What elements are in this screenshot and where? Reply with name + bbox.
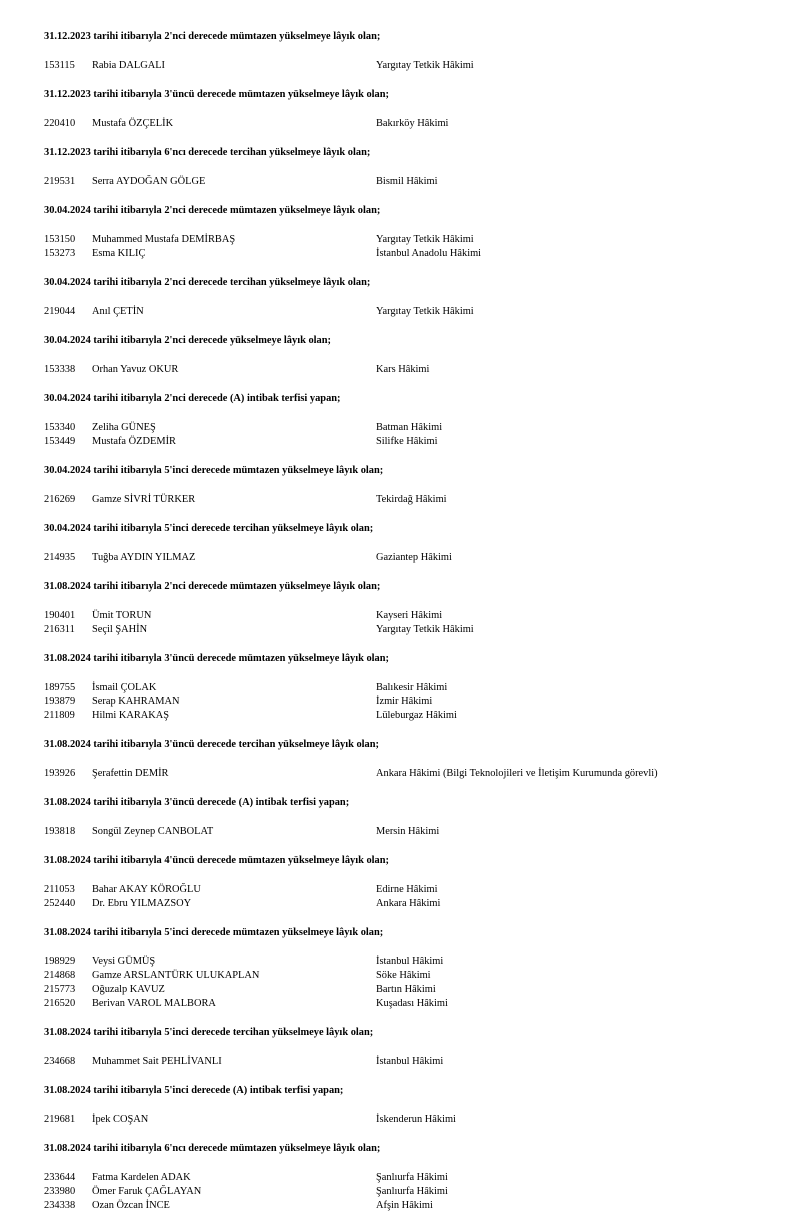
judge-entry-row bbox=[0, 493, 798, 507]
judge-name: Şerafettin DEMİR bbox=[92, 768, 169, 779]
promotion-section bbox=[0, 276, 798, 334]
judge-entry-row bbox=[0, 883, 798, 897]
promotion-section bbox=[0, 652, 798, 738]
judge-entry-row bbox=[0, 1185, 798, 1199]
sicil-number: 219044 bbox=[44, 306, 76, 317]
judge-name: Muhammet Sait PEHLİVANLI bbox=[92, 1056, 222, 1067]
judge-entry-row bbox=[0, 435, 798, 449]
promotion-section bbox=[0, 580, 798, 652]
judge-position: Kuşadası Hâkimi bbox=[376, 998, 448, 1009]
sicil-number: 234668 bbox=[44, 1056, 76, 1067]
section-heading: 31.08.2024 tarihi itibarıyla 5'inci derecede (A) intibak terfisi yapan; bbox=[44, 1085, 344, 1096]
judge-position: Bismil Hâkimi bbox=[376, 176, 438, 187]
judge-name: Ömer Faruk ÇAĞLAYAN bbox=[92, 1186, 202, 1197]
sicil-number: 233980 bbox=[44, 1186, 76, 1197]
sicil-number: 153338 bbox=[44, 364, 76, 375]
promotion-section bbox=[0, 738, 798, 796]
judge-position: İzmir Hâkimi bbox=[376, 696, 433, 707]
judge-entry-row bbox=[0, 1199, 798, 1213]
judge-name: Oğuzalp KAVUZ bbox=[92, 984, 165, 995]
judge-entry-row bbox=[0, 363, 798, 377]
judge-entry-row bbox=[0, 825, 798, 839]
sicil-number: 216311 bbox=[44, 624, 75, 635]
section-heading: 30.04.2024 tarihi itibarıyla 5'inci derecede mümtazen yükselmeye lâyık olan; bbox=[44, 465, 384, 476]
judge-position: Yargıtay Tetkik Hâkimi bbox=[376, 234, 474, 245]
promotion-section bbox=[0, 204, 798, 276]
section-heading: 31.08.2024 tarihi itibarıyla 3'üncü derecede tercihan yükselmeye lâyık olan; bbox=[44, 739, 379, 750]
section-heading: 30.04.2024 tarihi itibarıyla 5'inci derecede tercihan yükselmeye lâyık olan; bbox=[44, 523, 374, 534]
sicil-number: 193926 bbox=[44, 768, 76, 779]
judge-position: Yargıtay Tetkik Hâkimi bbox=[376, 306, 474, 317]
promotion-section bbox=[0, 392, 798, 464]
sicil-number: 153273 bbox=[44, 248, 76, 259]
sicil-number: 153150 bbox=[44, 234, 76, 245]
sicil-number: 234338 bbox=[44, 1200, 76, 1211]
section-heading: 31.08.2024 tarihi itibarıyla 3'üncü derecede mümtazen yükselmeye lâyık olan; bbox=[44, 653, 389, 664]
judge-entry-row bbox=[0, 421, 798, 435]
promotion-section bbox=[0, 854, 798, 926]
promotion-section bbox=[0, 334, 798, 392]
sicil-number: 219681 bbox=[44, 1114, 76, 1125]
section-heading: 31.12.2023 tarihi itibarıyla 3'üncü derecede mümtazen yükselmeye lâyık olan; bbox=[44, 89, 389, 100]
judge-position: Mersin Hâkimi bbox=[376, 826, 440, 837]
judge-position: Ankara Hâkimi bbox=[376, 898, 441, 909]
judge-name: Serap KAHRAMAN bbox=[92, 696, 180, 707]
judge-position: İstanbul Hâkimi bbox=[376, 1056, 444, 1067]
judge-name: Mustafa ÖZÇELİK bbox=[92, 118, 174, 129]
judge-name: Zeliha GÜNEŞ bbox=[92, 422, 156, 433]
judge-name: Tuğba AYDIN YILMAZ bbox=[92, 552, 196, 563]
judge-name: Dr. Ebru YILMAZSOY bbox=[92, 898, 192, 909]
judge-position: Ankara Hâkimi (Bilgi Teknolojileri ve İletişim Kurumunda görevli) bbox=[376, 768, 658, 779]
judge-entry-row bbox=[0, 897, 798, 911]
promotion-section bbox=[0, 30, 798, 88]
sicil-number: 153115 bbox=[44, 60, 75, 71]
judge-name: Ozan Özcan İNCE bbox=[92, 1200, 170, 1211]
judge-name: Berivan VAROL MALBORA bbox=[92, 998, 216, 1009]
sicil-number: 193818 bbox=[44, 826, 76, 837]
section-heading: 30.04.2024 tarihi itibarıyla 2'nci derecede (A) intibak terfisi yapan; bbox=[44, 393, 341, 404]
judge-entry-row bbox=[0, 609, 798, 623]
promotion-section bbox=[0, 88, 798, 146]
judge-entry-row bbox=[0, 1055, 798, 1069]
judge-position: Silifke Hâkimi bbox=[376, 436, 438, 447]
sicil-number: 198929 bbox=[44, 956, 76, 967]
judge-entry-row bbox=[0, 681, 798, 695]
section-heading: 31.08.2024 tarihi itibarıyla 3'üncü derecede (A) intibak terfisi yapan; bbox=[44, 797, 350, 808]
section-heading: 30.04.2024 tarihi itibarıyla 2'nci derecede tercihan yükselmeye lâyık olan; bbox=[44, 277, 371, 288]
section-heading: 31.08.2024 tarihi itibarıyla 2'nci derecede mümtazen yükselmeye lâyık olan; bbox=[44, 581, 381, 592]
judge-name: Gamze ARSLANTÜRK ULUKAPLAN bbox=[92, 970, 260, 981]
judge-position: Kars Hâkimi bbox=[376, 364, 430, 375]
judge-position: Kayseri Hâkimi bbox=[376, 610, 443, 621]
sicil-number: 153340 bbox=[44, 422, 76, 433]
judge-entry-row bbox=[0, 767, 798, 781]
judge-position: Bakırköy Hâkimi bbox=[376, 118, 449, 129]
judge-entry-row bbox=[0, 969, 798, 983]
sicil-number: 153449 bbox=[44, 436, 76, 447]
judge-name: Orhan Yavuz OKUR bbox=[92, 364, 179, 375]
judge-name: Gamze SİVRİ TÜRKER bbox=[92, 494, 196, 505]
section-heading: 31.08.2024 tarihi itibarıyla 4'üncü derecede mümtazen yükselmeye lâyık olan; bbox=[44, 855, 389, 866]
judge-name: Anıl ÇETİN bbox=[92, 306, 144, 317]
judge-entry-row bbox=[0, 247, 798, 261]
sicil-number: 190401 bbox=[44, 610, 76, 621]
section-heading: 31.12.2023 tarihi itibarıyla 2'nci derecede mümtazen yükselmeye lâyık olan; bbox=[44, 31, 381, 42]
judge-name: Fatma Kardelen ADAK bbox=[92, 1172, 191, 1183]
judge-position: Gaziantep Hâkimi bbox=[376, 552, 452, 563]
judge-name: Esma KILIÇ bbox=[92, 248, 146, 259]
judge-entry-row bbox=[0, 175, 798, 189]
judge-name: İpek COŞAN bbox=[92, 1114, 149, 1125]
judge-entry-row bbox=[0, 983, 798, 997]
judge-entry-row bbox=[0, 1171, 798, 1185]
judge-position: Batman Hâkimi bbox=[376, 422, 443, 433]
section-heading: 31.08.2024 tarihi itibarıyla 5'inci derecede tercihan yükselmeye lâyık olan; bbox=[44, 1027, 374, 1038]
section-heading: 31.08.2024 tarihi itibarıyla 5'inci derecede mümtazen yükselmeye lâyık olan; bbox=[44, 927, 384, 938]
sicil-number: 214868 bbox=[44, 970, 76, 981]
sicil-number: 214935 bbox=[44, 552, 76, 563]
sicil-number: 211809 bbox=[44, 710, 75, 721]
judge-entry-row bbox=[0, 695, 798, 709]
sicil-number: 233644 bbox=[44, 1172, 76, 1183]
judge-position: İstanbul Anadolu Hâkimi bbox=[376, 248, 482, 259]
judge-name: Muhammed Mustafa DEMİRBAŞ bbox=[92, 234, 236, 245]
judge-position: Bartın Hâkimi bbox=[376, 984, 436, 995]
sicil-number: 216269 bbox=[44, 494, 76, 505]
judge-name: Rabia DALGALI bbox=[92, 60, 166, 71]
sicil-number: 189755 bbox=[44, 682, 76, 693]
judge-position: Şanlıurfa Hâkimi bbox=[376, 1186, 448, 1197]
judge-entry-row bbox=[0, 551, 798, 565]
section-heading: 31.08.2024 tarihi itibarıyla 6'ncı derecede mümtazen yükselmeye lâyık olan; bbox=[44, 1143, 381, 1154]
judge-position: Yargıtay Tetkik Hâkimi bbox=[376, 60, 474, 71]
sicil-number: 211053 bbox=[44, 884, 75, 895]
judge-position: Balıkesir Hâkimi bbox=[376, 682, 448, 693]
judge-name: Mustafa ÖZDEMİR bbox=[92, 436, 176, 447]
judge-entry-row bbox=[0, 305, 798, 319]
judge-position: İskenderun Hâkimi bbox=[376, 1114, 456, 1125]
sicil-number: 252440 bbox=[44, 898, 76, 909]
promotion-section bbox=[0, 146, 798, 204]
sicil-number: 215773 bbox=[44, 984, 76, 995]
sicil-number: 220410 bbox=[44, 118, 76, 129]
promotion-section bbox=[0, 522, 798, 580]
judge-entry-row bbox=[0, 623, 798, 637]
judge-position: İstanbul Hâkimi bbox=[376, 956, 444, 967]
promotion-section bbox=[0, 1084, 798, 1142]
judge-name: Hilmi KARAKAŞ bbox=[92, 710, 170, 721]
judge-name: Serra AYDOĞAN GÖLGE bbox=[92, 176, 206, 187]
sicil-number: 193879 bbox=[44, 696, 76, 707]
judge-name: Bahar AKAY KÖROĞLU bbox=[92, 884, 201, 895]
section-heading: 31.12.2023 tarihi itibarıyla 6'ncı derecede tercihan yükselmeye lâyık olan; bbox=[44, 147, 371, 158]
judge-entry-row bbox=[0, 233, 798, 247]
sicil-number: 219531 bbox=[44, 176, 76, 187]
judge-entry-row bbox=[0, 59, 798, 73]
judge-entry-row bbox=[0, 997, 798, 1011]
judge-name: Songül Zeynep CANBOLAT bbox=[92, 826, 214, 837]
promotion-section bbox=[0, 926, 798, 1026]
judge-name: Seçil ŞAHİN bbox=[92, 624, 148, 635]
judge-position: Yargıtay Tetkik Hâkimi bbox=[376, 624, 474, 635]
promotion-section bbox=[0, 464, 798, 522]
promotion-section bbox=[0, 1142, 798, 1228]
sicil-number: 216520 bbox=[44, 998, 76, 1009]
judge-position: Tekirdağ Hâkimi bbox=[376, 494, 447, 505]
judge-position: Edirne Hâkimi bbox=[376, 884, 438, 895]
judge-position: Afşin Hâkimi bbox=[376, 1200, 433, 1211]
section-heading: 30.04.2024 tarihi itibarıyla 2'nci derecede mümtazen yükselmeye lâyık olan; bbox=[44, 205, 381, 216]
judge-name: Veysi GÜMÜŞ bbox=[92, 956, 156, 967]
promotion-section bbox=[0, 796, 798, 854]
judge-entry-row bbox=[0, 955, 798, 969]
section-heading: 30.04.2024 tarihi itibarıyla 2'nci derecede yükselmeye lâyık olan; bbox=[44, 335, 331, 346]
judge-position: Şanlıurfa Hâkimi bbox=[376, 1172, 448, 1183]
judge-name: İsmail ÇOLAK bbox=[92, 682, 157, 693]
judge-position: Söke Hâkimi bbox=[376, 970, 431, 981]
promotion-section bbox=[0, 1026, 798, 1084]
judge-name: Ümit TORUN bbox=[92, 610, 152, 621]
judge-entry-row bbox=[0, 1113, 798, 1127]
judge-entry-row bbox=[0, 709, 798, 723]
judge-position: Lüleburgaz Hâkimi bbox=[376, 710, 457, 721]
judge-entry-row bbox=[0, 117, 798, 131]
